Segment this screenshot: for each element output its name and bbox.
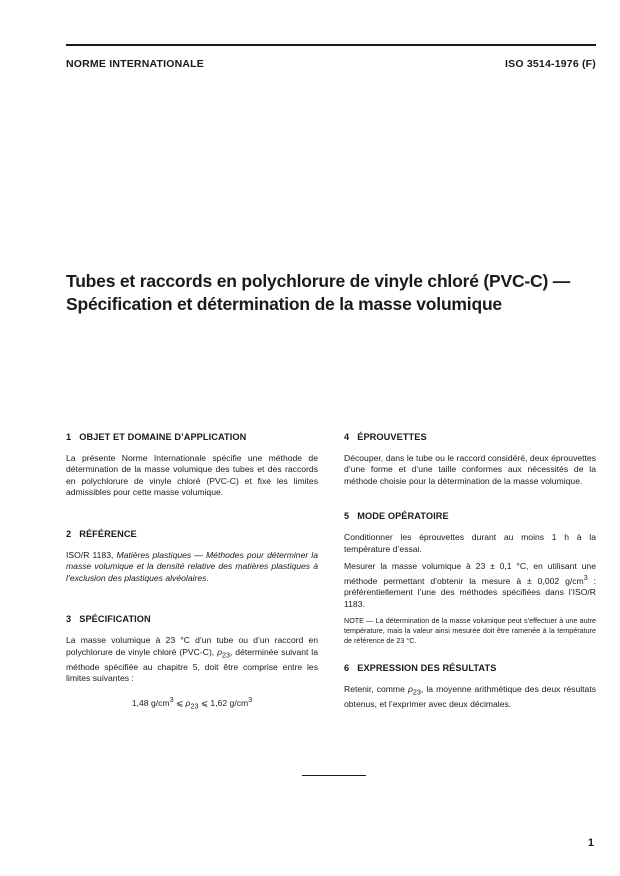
reference-code: ISO/R 1183, (66, 549, 117, 560)
section-6 (344, 663, 596, 711)
section-6-title: EXPRESSION DES RÉSULTATS (357, 663, 497, 674)
section-5-para-2-b: : préférentiellement l’une des méthodes spécifiées dans l’ISO/R 1183. (344, 575, 596, 609)
formula-lower: 1,48 g/cm (131, 697, 170, 708)
section-6-text-b: , la moyenne arithmétique des deux résultats obtenus, et l’exprimer avec deux décimales. (344, 683, 596, 710)
section-3-text (66, 635, 318, 685)
formula-upper: ⩽ 1,62 g/cm (198, 697, 249, 708)
left-column (66, 432, 318, 713)
title-line-2: Spécification et détermination de la masse volumique (66, 294, 502, 314)
section-5-note: NOTE — La détermination de la masse volumique peut s’effectuer à une autre température, mais la valeur ainsi mesurée doit être ramenée à la température de référence de 23 °C. (344, 616, 596, 645)
section-2-heading (66, 529, 318, 541)
reference-title: Matières plastiques — Méthodes pour déterminer la masse volumique et la densité relative des matières plastiques à l’exclusion des plastiques alvéolaires. (66, 549, 318, 583)
formula-rho-sub: 23 (190, 702, 199, 711)
section-2-number: 2 (66, 528, 72, 539)
section-4-heading (344, 432, 596, 444)
formula-lower-exp: 3 (169, 696, 174, 705)
section-6-text (344, 684, 596, 711)
section-1-heading (66, 432, 318, 444)
section-5-title: MODE OPÉRATOIRE (357, 511, 449, 522)
section-1 (66, 432, 318, 499)
formula-upper-exp: 3 (248, 696, 253, 705)
section-3 (66, 614, 318, 713)
section-5 (344, 511, 596, 645)
section-6-number: 6 (344, 663, 350, 674)
section-6-heading (344, 663, 596, 675)
section-2-text (66, 550, 318, 585)
header-rule (66, 44, 596, 46)
rho-symbol: ρ (217, 646, 223, 657)
section-2 (66, 529, 318, 584)
section-4-number: 4 (344, 432, 350, 442)
section-5-para-2-a: Mesurer la masse volumique à 23 ± 0,1 °C, en utilisant une méthode permettant d’obtenir la mesure à ± 0,002 g/cm (344, 561, 596, 586)
section-1-number: 1 (66, 432, 72, 442)
page-number: 1 (587, 837, 594, 849)
rho-subscript: 23 (222, 651, 230, 660)
title-line-1: Tubes et raccords en polychlorure de vinyle chloré (PVC-C) — (66, 271, 571, 291)
section-5-heading (344, 511, 596, 523)
formula-rho: ρ (185, 697, 191, 708)
section-4-title: ÉPROUVETTES (357, 432, 427, 442)
section-3-heading (66, 614, 318, 626)
section-3-number: 3 (66, 614, 72, 625)
header-left: NORME INTERNATIONALE (66, 58, 204, 70)
section-2-title: RÉFÉRENCE (79, 528, 137, 539)
section-6-rho-sub: 23 (412, 688, 421, 697)
section-3-text-b: , déterminée suivant la méthode spécifiée au chapitre 5, doit être comprise entre les limites suivantes : (66, 646, 318, 684)
section-4 (344, 432, 596, 487)
section-3-text-a: La masse volumique à 23 °C d’un tube ou d’un raccord en polychlorure de vinyle chloré (PVC-C), (66, 634, 318, 657)
section-5-number: 5 (344, 511, 350, 522)
section-1-title: OBJET ET DOMAINE D’APPLICATION (79, 432, 247, 442)
section-4-text: Découper, dans le tube ou le raccord considéré, deux éprouvettes d’une forme et d’une taille conformes aux nécessités de la méthode choisie pour la détermination de la masse volumique. (344, 452, 596, 486)
footer-rule (302, 775, 366, 776)
section-5-para-1: Conditionner les éprouvettes durant au moins 1 h à la température d’essai. (344, 531, 596, 554)
section-6-text-a: Retenir, comme (344, 683, 408, 694)
section-1-text: La présente Norme Internationale spécifie une méthode de détermination de la masse volumique des tubes et des raccords en polychlorure de vinyle chloré (PVC-C) et fixe les limites admissibles pour cette masse volumique. (66, 452, 318, 498)
section-5-exp: 3 (583, 573, 588, 582)
section-3-title: SPÉCIFICATION (79, 614, 151, 625)
density-limits-formula (66, 695, 318, 713)
right-column (344, 432, 596, 717)
formula-leq-1: ⩽ (173, 697, 186, 708)
header-right: ISO 3514-1976 (F) (505, 58, 596, 70)
document-title (66, 270, 606, 316)
section-6-rho: ρ (407, 683, 413, 694)
section-5-para-2 (344, 561, 596, 610)
